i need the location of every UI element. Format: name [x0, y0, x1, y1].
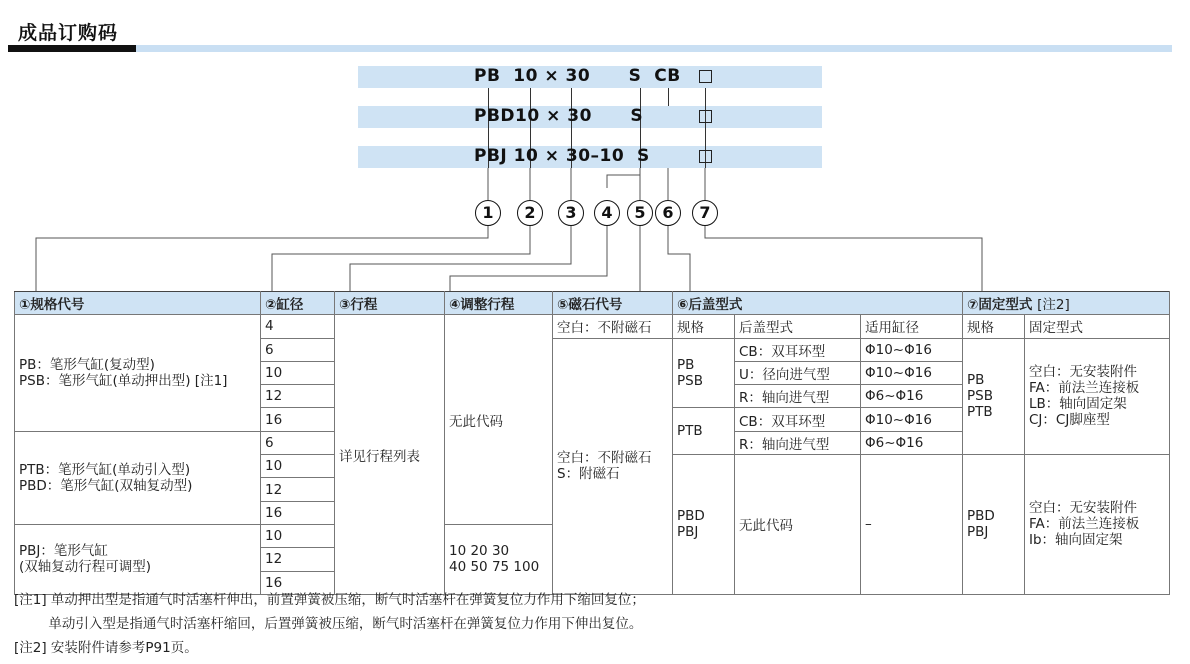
fix-spec-a: PB PSB PTB [963, 338, 1025, 454]
rear-range: Φ10~Φ16 [861, 338, 963, 361]
rear-type: CB：双耳环型 [735, 338, 861, 361]
header-mounting-label: ⑦固定型式 [967, 297, 1033, 314]
rear-type: R：轴向进气型 [735, 431, 861, 454]
header-adjust-stroke: ④调整行程 [445, 292, 553, 315]
rear-spec-pbd: PBD PBJ [673, 455, 735, 595]
note-1: [注1] 单动押出型是指通气时活塞杆伸出，前置弹簧被压缩，断气时活塞杆在弹簧复位力作用下缩回复位； [14, 592, 645, 608]
fix-spec-b: PBD PBJ [963, 455, 1025, 595]
header-rear-cover: ⑥后盖型式 [673, 292, 963, 315]
bore-cell: 12 [261, 385, 335, 408]
adjust-pbj: 10 20 30 40 50 75 100 [445, 524, 553, 594]
order-code-pbj: PBJ 10 × 30–10 S [474, 146, 650, 166]
callout-3: 3 [558, 200, 584, 226]
bore-cell: 16 [261, 571, 335, 594]
rear-sub-spec: 规格 [673, 315, 735, 338]
note-2: [注2] 安装附件请参考P91页。 [14, 640, 198, 656]
header-bore: ②缸径 [261, 292, 335, 315]
bore-cell: 16 [261, 408, 335, 431]
bore-cell: 6 [261, 431, 335, 454]
bore-cell: 10 [261, 455, 335, 478]
connector-diagram [0, 0, 1190, 300]
spec-pb-psb: PB：笔形气缸(复动型) PSB：笔形气缸(单动押出型) [注1] [15, 315, 261, 431]
callout-2: 2 [517, 200, 543, 226]
callout-6: 6 [655, 200, 681, 226]
rear-type: R：轴向进气型 [735, 385, 861, 408]
rear-spec-ptb: PTB [673, 408, 735, 455]
magnet-options: 空白：不附磁石 S：附磁石 [553, 338, 673, 594]
callout-4: 4 [594, 200, 620, 226]
header-spec: ①规格代号 [15, 292, 261, 315]
fix-sub-type: 固定型式 [1025, 315, 1170, 338]
callout-5: 5 [627, 200, 653, 226]
stroke-cell: 详见行程列表 [335, 315, 445, 595]
header-magnet: ⑤磁石代号 [553, 292, 673, 315]
spec-ptb-pbd: PTB：笔形气缸(单动引入型) PBD：笔形气缸(双轴复动型) [15, 431, 261, 524]
note-1-continued: 单动引入型是指通气时活塞杆缩回，后置弹簧被压缩，断气时活塞杆在弹簧复位力作用下伸出复位。 [14, 616, 643, 632]
rear-type: CB：双耳环型 [735, 408, 861, 431]
order-code-pb: PB 10 × 30 S CB [474, 66, 681, 86]
bore-cell: 10 [261, 524, 335, 547]
header-mounting [963, 292, 1170, 315]
bore-cell: 4 [261, 315, 335, 338]
bore-cell: 6 [261, 338, 335, 361]
rear-range: Φ6~Φ16 [861, 431, 963, 454]
bore-cell: 16 [261, 501, 335, 524]
rear-range: Φ10~Φ16 [861, 361, 963, 384]
rear-range-none: – [861, 455, 963, 595]
bore-cell: 10 [261, 361, 335, 384]
rear-type-none: 无此代码 [735, 455, 861, 595]
magnet-top: 空白：不附磁石 [553, 315, 673, 338]
page-title: 成品订购码 [18, 22, 119, 44]
callout-1: 1 [475, 200, 501, 226]
rear-type: U：径向进气型 [735, 361, 861, 384]
rear-sub-type: 后盖型式 [735, 315, 861, 338]
rear-range: Φ6~Φ16 [861, 385, 963, 408]
rear-sub-range: 适用缸径 [861, 315, 963, 338]
bore-cell: 12 [261, 548, 335, 571]
rear-spec-pb: PB PSB [673, 338, 735, 408]
adjust-none: 无此代码 [445, 315, 553, 525]
header-stroke: ③行程 [335, 292, 445, 315]
header-mounting-note: [注2] [1037, 297, 1070, 314]
order-code-pbd: PBD10 × 30 S [474, 106, 644, 126]
fix-sub-spec: 规格 [963, 315, 1025, 338]
bore-cell: 12 [261, 478, 335, 501]
fix-types-b: 空白：无安装附件 FA：前法兰连接板 Ib：轴向固定架 [1025, 455, 1170, 595]
spec-pbj: PBJ：笔形气缸 (双轴复动行程可调型) [15, 524, 261, 594]
fix-types-a: 空白：无安装附件 FA：前法兰连接板 LB：轴向固定架 CJ：CJ脚座型 [1025, 338, 1170, 454]
rear-range: Φ10~Φ16 [861, 408, 963, 431]
callout-7: 7 [692, 200, 718, 226]
order-code-table [14, 291, 1170, 595]
